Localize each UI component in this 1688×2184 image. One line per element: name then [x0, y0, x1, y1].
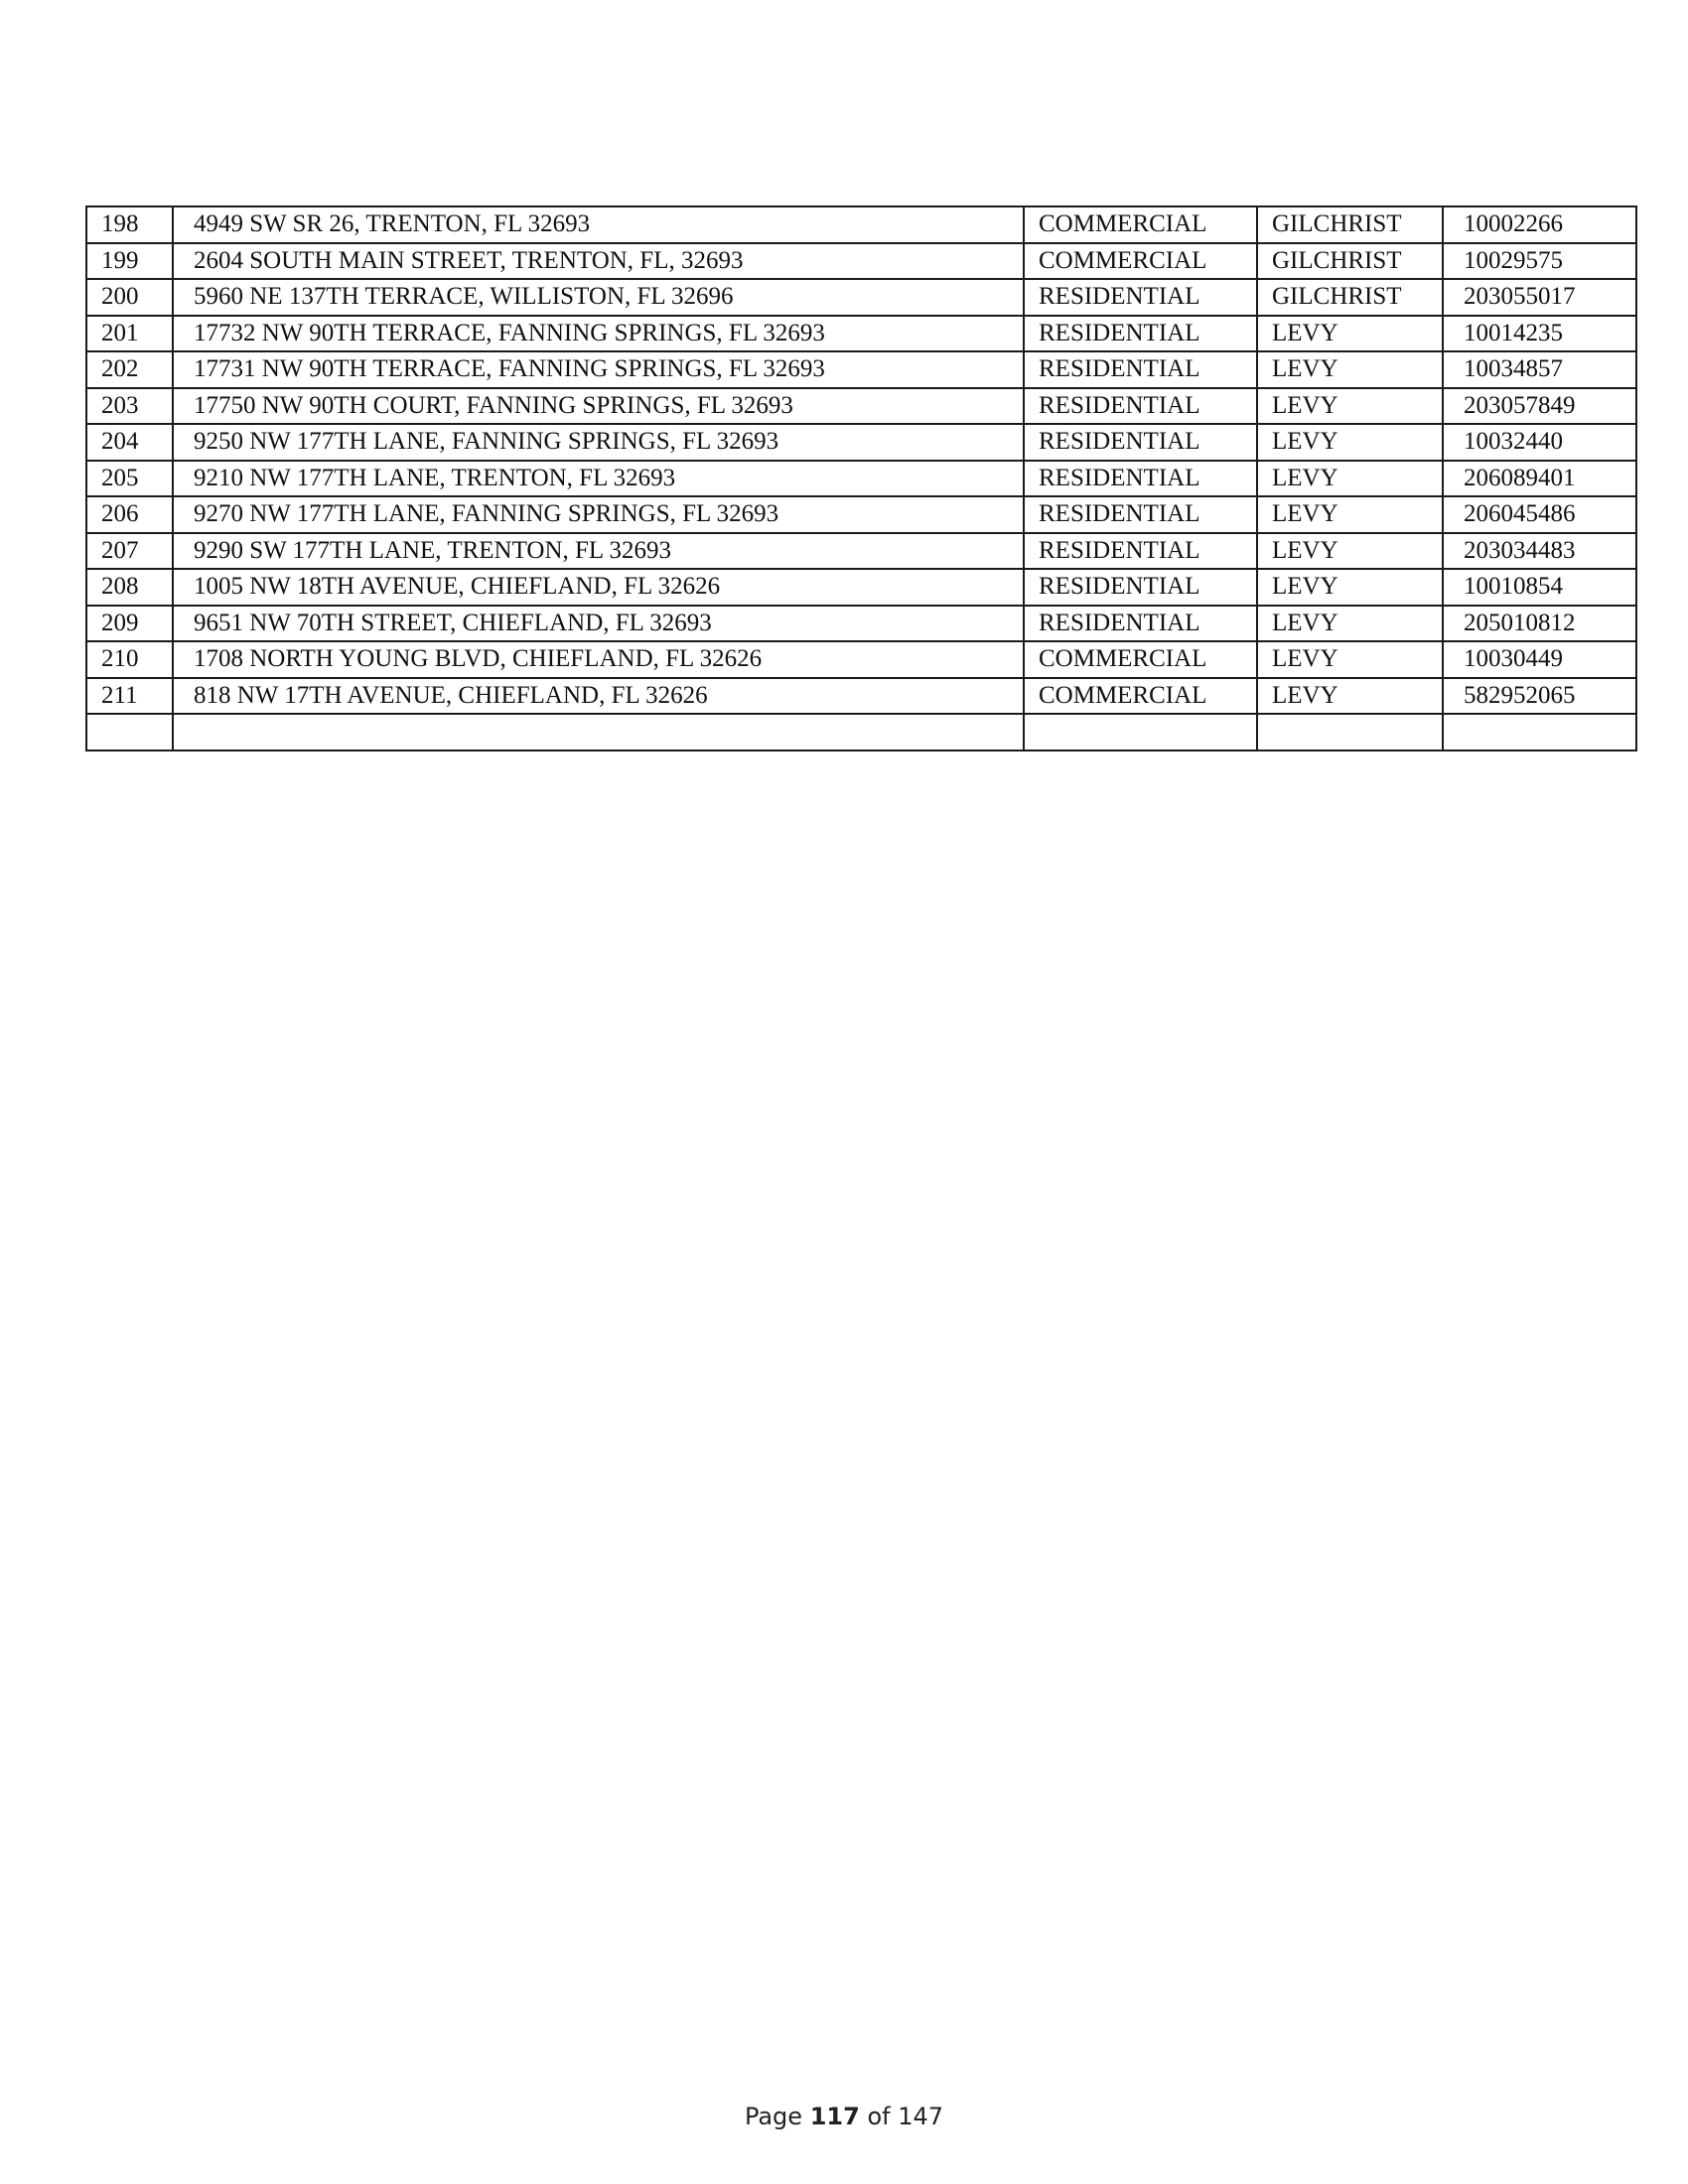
county-cell: LEVY — [1257, 461, 1443, 497]
table-row — [86, 461, 1636, 497]
row-number-cell: 199 — [86, 243, 173, 280]
property-type-cell: RESIDENTIAL — [1024, 533, 1257, 570]
address-cell: 17731 NW 90TH TERRACE, FANNING SPRINGS, FL 32693 — [173, 351, 1024, 388]
address-cell: 9210 NW 177TH LANE, TRENTON, FL 32693 — [173, 461, 1024, 497]
county-cell: LEVY — [1257, 351, 1443, 388]
county-cell — [1257, 714, 1443, 751]
row-number-cell: 207 — [86, 533, 173, 570]
property-type-cell: COMMERCIAL — [1024, 678, 1257, 715]
table-row — [86, 424, 1636, 461]
county-cell: LEVY — [1257, 424, 1443, 461]
account-number-cell: 203057849 — [1443, 388, 1636, 425]
current-page-number: 117 — [809, 2103, 860, 2130]
row-number-cell: 202 — [86, 351, 173, 388]
row-number-cell: 203 — [86, 388, 173, 425]
records-table — [85, 205, 1637, 751]
address-cell: 9290 SW 177TH LANE, TRENTON, FL 32693 — [173, 533, 1024, 570]
account-number-cell: 205010812 — [1443, 606, 1636, 642]
county-cell: GILCHRIST — [1257, 206, 1443, 243]
row-number-cell: 198 — [86, 206, 173, 243]
property-type-cell: RESIDENTIAL — [1024, 496, 1257, 533]
table-row — [86, 243, 1636, 280]
row-number-cell: 210 — [86, 641, 173, 678]
row-number-cell: 206 — [86, 496, 173, 533]
property-type-cell: COMMERCIAL — [1024, 206, 1257, 243]
table-row — [86, 678, 1636, 715]
account-number-cell: 10010854 — [1443, 569, 1636, 606]
page-footer — [0, 2103, 1688, 2130]
address-cell: 818 NW 17TH AVENUE, CHIEFLAND, FL 32626 — [173, 678, 1024, 715]
property-type-cell: COMMERCIAL — [1024, 243, 1257, 280]
table-row — [86, 496, 1636, 533]
county-cell: LEVY — [1257, 569, 1443, 606]
address-cell — [173, 714, 1024, 751]
county-cell: GILCHRIST — [1257, 243, 1443, 280]
row-number-cell: 211 — [86, 678, 173, 715]
county-cell: GILCHRIST — [1257, 279, 1443, 316]
row-number-cell: 201 — [86, 316, 173, 352]
property-type-cell: RESIDENTIAL — [1024, 606, 1257, 642]
account-number-cell — [1443, 714, 1636, 751]
county-cell: LEVY — [1257, 678, 1443, 715]
account-number-cell: 203034483 — [1443, 533, 1636, 570]
page-of-label: of — [867, 2103, 891, 2130]
property-type-cell: RESIDENTIAL — [1024, 424, 1257, 461]
row-number-cell: 208 — [86, 569, 173, 606]
account-number-cell: 582952065 — [1443, 678, 1636, 715]
row-number-cell — [86, 714, 173, 751]
address-cell: 9250 NW 177TH LANE, FANNING SPRINGS, FL 32693 — [173, 424, 1024, 461]
address-cell: 2604 SOUTH MAIN STREET, TRENTON, FL, 32693 — [173, 243, 1024, 280]
property-type-cell — [1024, 714, 1257, 751]
county-cell: LEVY — [1257, 641, 1443, 678]
account-number-cell: 10029575 — [1443, 243, 1636, 280]
table-row — [86, 388, 1636, 425]
account-number-cell: 10032440 — [1443, 424, 1636, 461]
table-row — [86, 351, 1636, 388]
table-row — [86, 206, 1636, 243]
table-row — [86, 606, 1636, 642]
property-type-cell: RESIDENTIAL — [1024, 461, 1257, 497]
account-number-cell: 10014235 — [1443, 316, 1636, 352]
account-number-cell: 203055017 — [1443, 279, 1636, 316]
county-cell: LEVY — [1257, 316, 1443, 352]
property-type-cell: RESIDENTIAL — [1024, 388, 1257, 425]
account-number-cell: 10034857 — [1443, 351, 1636, 388]
page-label: Page — [744, 2103, 803, 2130]
address-cell: 1005 NW 18TH AVENUE, CHIEFLAND, FL 32626 — [173, 569, 1024, 606]
account-number-cell: 10002266 — [1443, 206, 1636, 243]
records-body — [86, 206, 1636, 751]
property-type-cell: COMMERCIAL — [1024, 641, 1257, 678]
county-cell: LEVY — [1257, 533, 1443, 570]
property-type-cell: RESIDENTIAL — [1024, 316, 1257, 352]
account-number-cell: 206089401 — [1443, 461, 1636, 497]
address-cell: 9651 NW 70TH STREET, CHIEFLAND, FL 32693 — [173, 606, 1024, 642]
county-cell: LEVY — [1257, 496, 1443, 533]
property-type-cell: RESIDENTIAL — [1024, 279, 1257, 316]
table-row — [86, 279, 1636, 316]
property-type-cell: RESIDENTIAL — [1024, 351, 1257, 388]
address-cell: 9270 NW 177TH LANE, FANNING SPRINGS, FL 32693 — [173, 496, 1024, 533]
address-cell: 17750 NW 90TH COURT, FANNING SPRINGS, FL 32693 — [173, 388, 1024, 425]
address-cell: 1708 NORTH YOUNG BLVD, CHIEFLAND, FL 32626 — [173, 641, 1024, 678]
table-row — [86, 641, 1636, 678]
county-cell: LEVY — [1257, 388, 1443, 425]
address-cell: 5960 NE 137TH TERRACE, WILLISTON, FL 32696 — [173, 279, 1024, 316]
table-row — [86, 569, 1636, 606]
account-number-cell: 206045486 — [1443, 496, 1636, 533]
account-number-cell: 10030449 — [1443, 641, 1636, 678]
row-number-cell: 200 — [86, 279, 173, 316]
address-cell: 4949 SW SR 26, TRENTON, FL 32693 — [173, 206, 1024, 243]
county-cell: LEVY — [1257, 606, 1443, 642]
total-pages-number: 147 — [898, 2103, 944, 2130]
table-row — [86, 533, 1636, 570]
row-number-cell: 204 — [86, 424, 173, 461]
table-row — [86, 714, 1636, 751]
property-type-cell: RESIDENTIAL — [1024, 569, 1257, 606]
row-number-cell: 209 — [86, 606, 173, 642]
table-row — [86, 316, 1636, 352]
address-cell: 17732 NW 90TH TERRACE, FANNING SPRINGS, FL 32693 — [173, 316, 1024, 352]
row-number-cell: 205 — [86, 461, 173, 497]
